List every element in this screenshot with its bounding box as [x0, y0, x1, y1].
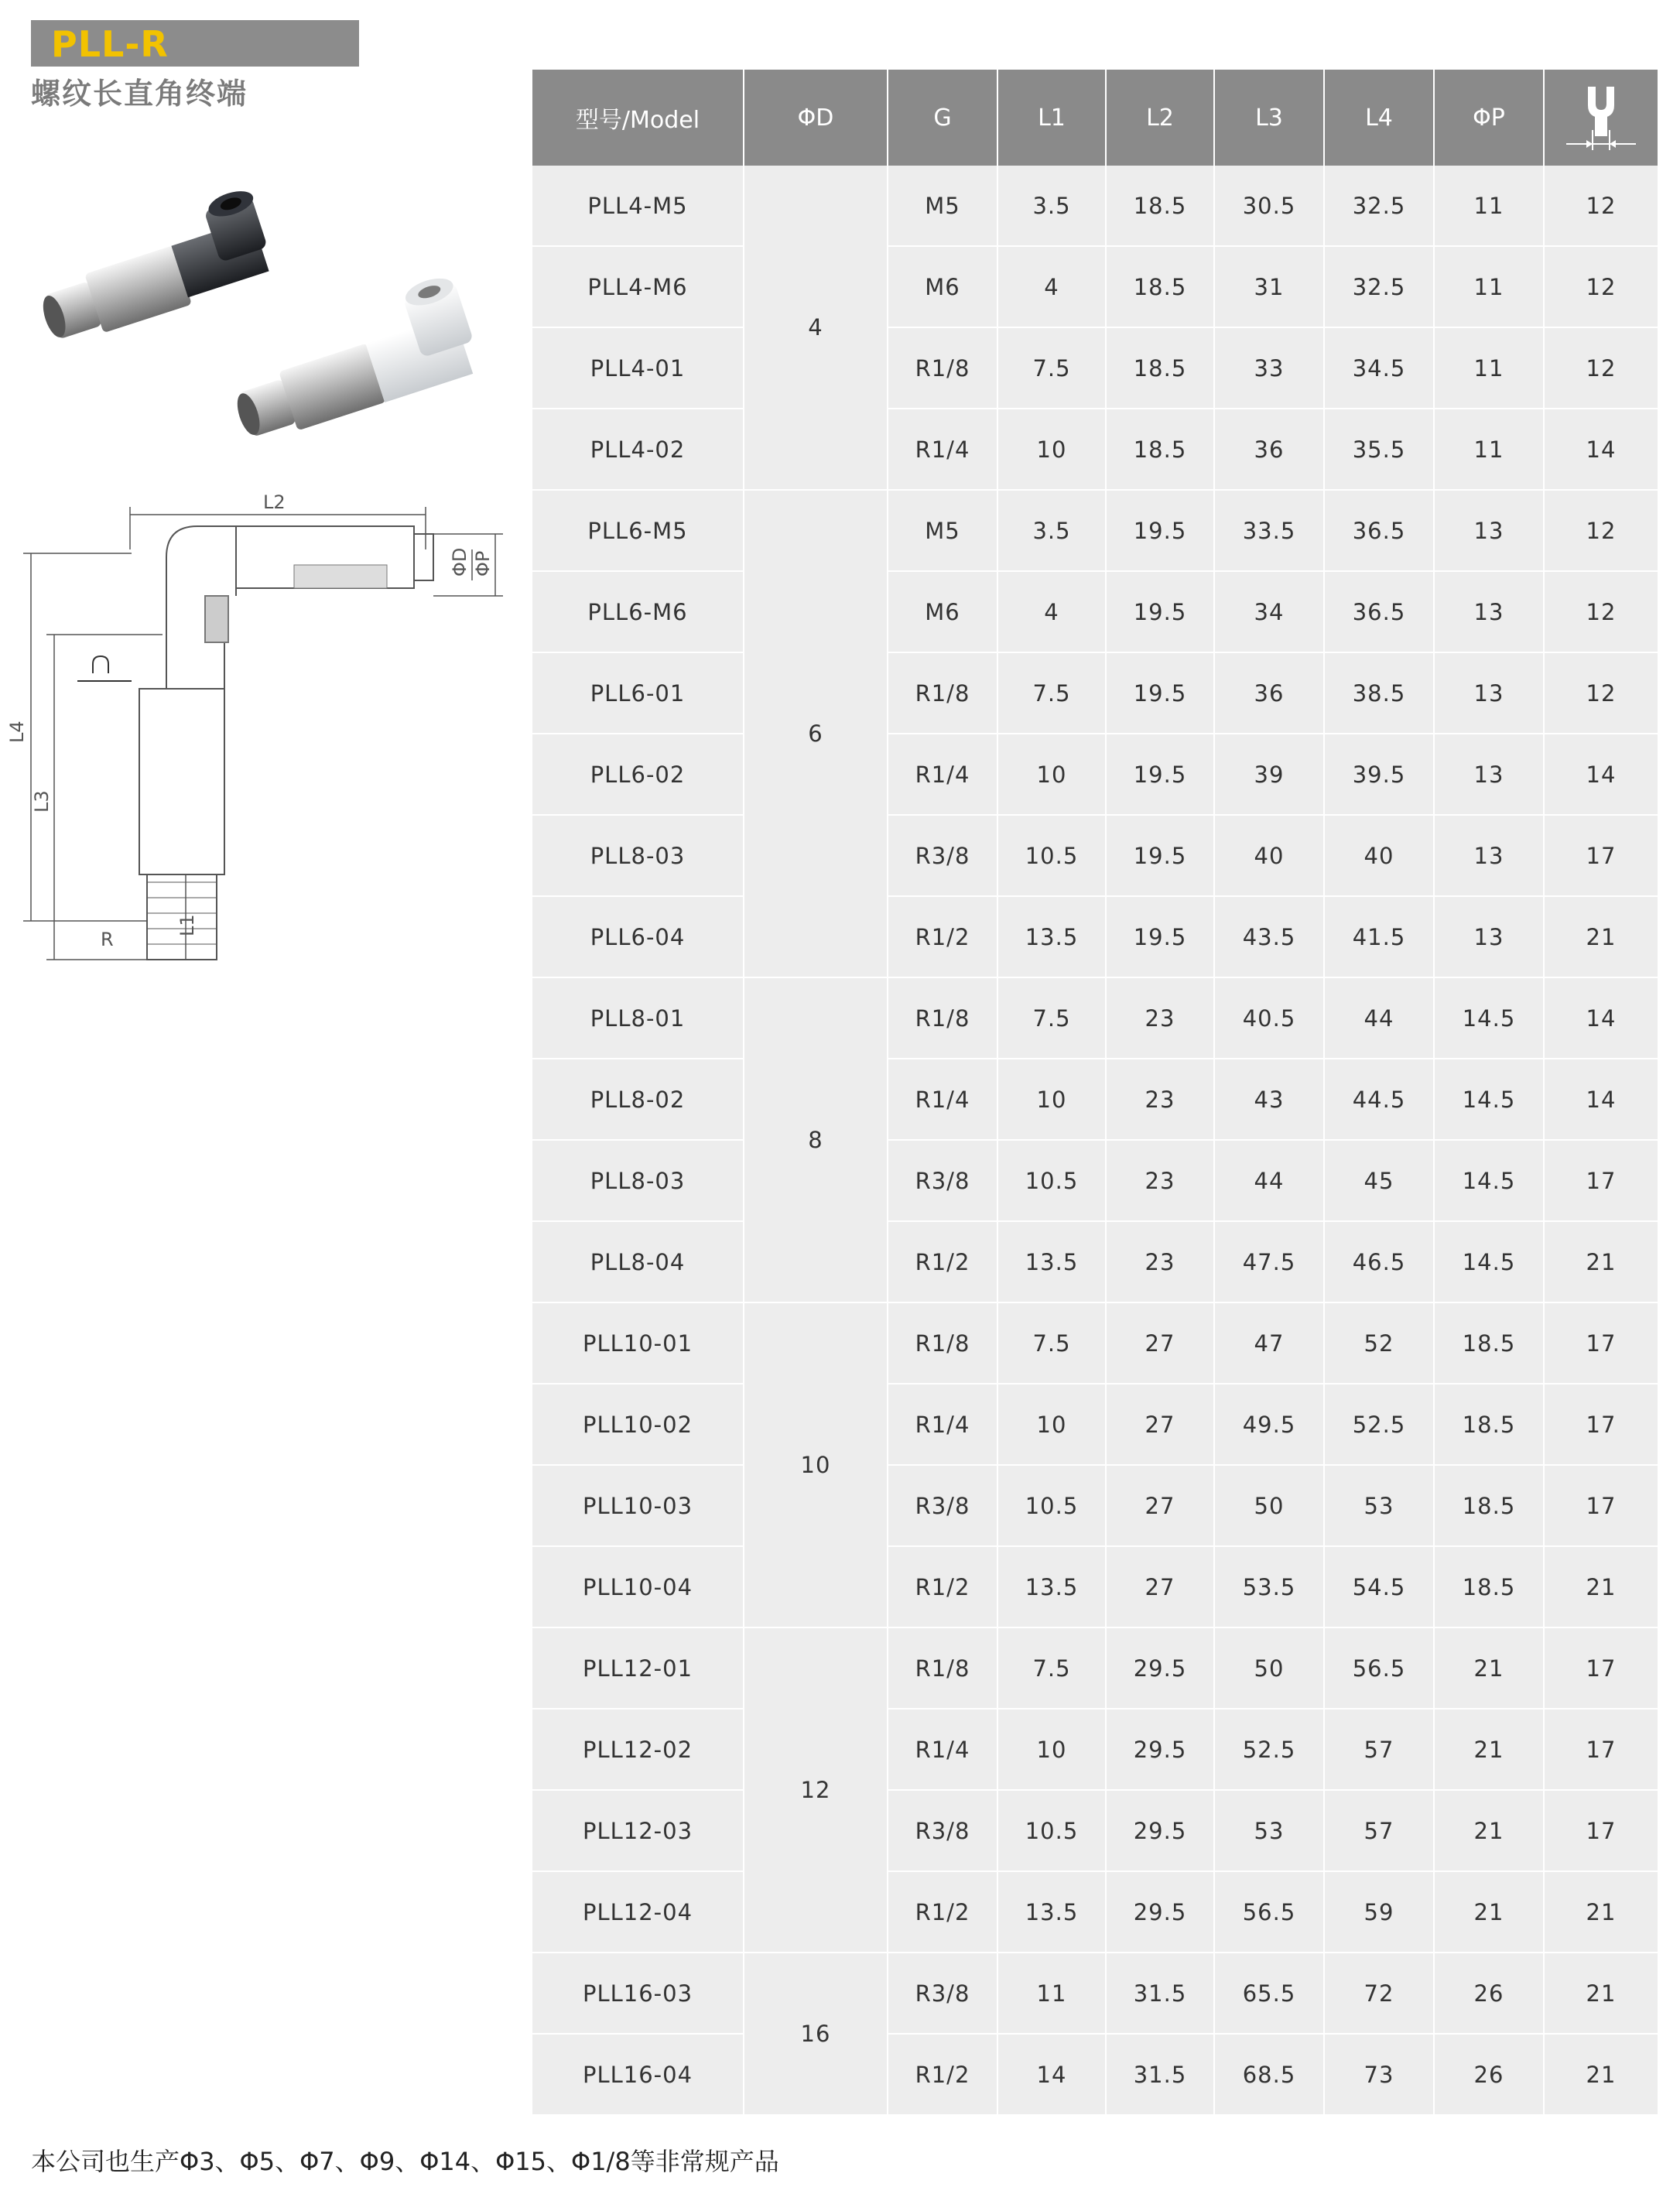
cell-l3: 40.5	[1214, 977, 1324, 1059]
cell-g: R1/4	[888, 1059, 997, 1140]
cell-l1: 4	[997, 571, 1106, 652]
cell-wrench: 14	[1544, 409, 1658, 490]
cell-l4: 44	[1324, 977, 1434, 1059]
header-l3: L3	[1214, 70, 1324, 166]
cell-l3: 47.5	[1214, 1221, 1324, 1302]
cell-phi-p: 21	[1434, 1709, 1544, 1790]
cell-model: PLL16-04	[532, 2034, 744, 2114]
cell-g: M6	[888, 246, 997, 327]
cell-phi-p: 11	[1434, 246, 1544, 327]
cell-l2: 27	[1106, 1465, 1214, 1546]
dim-r-label: R	[101, 929, 114, 950]
cell-model: PLL6-M5	[532, 490, 744, 571]
cell-g: R1/2	[888, 1546, 997, 1627]
cell-g: R1/8	[888, 327, 997, 409]
table-row	[532, 977, 1658, 1059]
cell-wrench: 17	[1544, 1790, 1658, 1871]
cell-model: PLL6-M6	[532, 571, 744, 652]
cell-l1: 3.5	[997, 490, 1106, 571]
table-row	[532, 1709, 1658, 1790]
cell-l3: 31	[1214, 246, 1324, 327]
cell-g: R3/8	[888, 1790, 997, 1871]
cell-g: R1/4	[888, 1709, 997, 1790]
cell-phi-p: 13	[1434, 896, 1544, 977]
cell-l4: 36.5	[1324, 490, 1434, 571]
cell-l3: 50	[1214, 1627, 1324, 1709]
cell-g: R3/8	[888, 1953, 997, 2034]
cell-phi-p: 14.5	[1434, 1221, 1544, 1302]
header-l1: L1	[997, 70, 1106, 166]
cell-model: PLL8-01	[532, 977, 744, 1059]
cell-l2: 27	[1106, 1546, 1214, 1627]
cell-l2: 29.5	[1106, 1627, 1214, 1709]
cell-l2: 31.5	[1106, 1953, 1214, 2034]
cell-model: PLL4-M5	[532, 166, 744, 246]
cell-phi-p: 13	[1434, 734, 1544, 815]
cell-phi-d: 4	[744, 166, 888, 490]
table-row	[532, 1465, 1658, 1546]
cell-l4: 53	[1324, 1465, 1434, 1546]
cell-phi-p: 13	[1434, 652, 1544, 734]
cell-l1: 4	[997, 246, 1106, 327]
cell-l2: 23	[1106, 1221, 1214, 1302]
cell-g: M5	[888, 490, 997, 571]
cell-g: R1/8	[888, 977, 997, 1059]
cell-wrench: 21	[1544, 1221, 1658, 1302]
cell-l1: 13.5	[997, 1221, 1106, 1302]
table-row	[532, 734, 1658, 815]
cell-phi-d: 12	[744, 1627, 888, 1953]
cell-l4: 72	[1324, 1953, 1434, 2034]
cell-l3: 40	[1214, 815, 1324, 896]
table-row	[532, 1953, 1658, 2034]
dim-phi-d-label: ΦD	[449, 547, 470, 577]
cell-l4: 40	[1324, 815, 1434, 896]
cell-g: R1/8	[888, 1302, 997, 1384]
cell-phi-p: 21	[1434, 1790, 1544, 1871]
cell-l3: 34	[1214, 571, 1324, 652]
cell-phi-p: 11	[1434, 166, 1544, 246]
header-model: 型号/Model	[532, 70, 744, 166]
dim-l2-label: L2	[263, 491, 286, 513]
header-phi-p: ΦP	[1434, 70, 1544, 166]
table-header-row	[532, 70, 1658, 166]
cell-l4: 52	[1324, 1302, 1434, 1384]
cell-l4: 32.5	[1324, 246, 1434, 327]
cell-l1: 3.5	[997, 166, 1106, 246]
cell-l2: 19.5	[1106, 815, 1214, 896]
cell-phi-p: 26	[1434, 2034, 1544, 2114]
cell-l4: 38.5	[1324, 652, 1434, 734]
product-code-banner	[31, 20, 359, 67]
cell-wrench: 12	[1544, 246, 1658, 327]
cell-phi-p: 21	[1434, 1871, 1544, 1953]
cell-l1: 10	[997, 1384, 1106, 1465]
table-row	[532, 896, 1658, 977]
cell-l4: 32.5	[1324, 166, 1434, 246]
cell-phi-p: 14.5	[1434, 1140, 1544, 1221]
cell-wrench: 21	[1544, 896, 1658, 977]
cell-wrench: 17	[1544, 1627, 1658, 1709]
cell-l4: 73	[1324, 2034, 1434, 2114]
wrench-flat-icon	[77, 656, 132, 681]
cell-l3: 30.5	[1214, 166, 1324, 246]
product-photo	[31, 201, 542, 449]
technical-drawing	[6, 488, 518, 983]
cell-l3: 47	[1214, 1302, 1324, 1384]
cell-g: R1/4	[888, 734, 997, 815]
cell-wrench: 14	[1544, 734, 1658, 815]
cell-phi-p: 14.5	[1434, 977, 1544, 1059]
cell-g: R1/2	[888, 1871, 997, 1953]
cell-l1: 10	[997, 1059, 1106, 1140]
cell-g: R1/2	[888, 1221, 997, 1302]
cell-wrench: 12	[1544, 490, 1658, 571]
cell-g: R1/4	[888, 409, 997, 490]
table-row	[532, 1790, 1658, 1871]
table-row	[532, 2034, 1658, 2114]
cell-model: PLL8-03	[532, 815, 744, 896]
cell-wrench: 21	[1544, 1546, 1658, 1627]
cell-g: M6	[888, 571, 997, 652]
cell-l1: 7.5	[997, 327, 1106, 409]
table-row	[532, 327, 1658, 409]
wrench-width-icon	[1559, 76, 1644, 153]
cell-wrench: 14	[1544, 1059, 1658, 1140]
cell-l4: 39.5	[1324, 734, 1434, 815]
table-row	[532, 1384, 1658, 1465]
cell-wrench: 14	[1544, 977, 1658, 1059]
dim-l1-label: L1	[176, 914, 198, 936]
cell-l2: 18.5	[1106, 409, 1214, 490]
cell-model: PLL4-01	[532, 327, 744, 409]
cell-l3: 43.5	[1214, 896, 1324, 977]
cell-phi-d: 10	[744, 1302, 888, 1627]
cell-phi-p: 18.5	[1434, 1302, 1544, 1384]
cell-l2: 19.5	[1106, 571, 1214, 652]
cell-wrench: 21	[1544, 2034, 1658, 2114]
table-row	[532, 166, 1658, 246]
cell-model: PLL16-03	[532, 1953, 744, 2034]
cell-model: PLL6-01	[532, 652, 744, 734]
cell-wrench: 17	[1544, 1709, 1658, 1790]
cell-l3: 65.5	[1214, 1953, 1324, 2034]
cell-l4: 36.5	[1324, 571, 1434, 652]
cell-l2: 19.5	[1106, 652, 1214, 734]
cell-phi-p: 14.5	[1434, 1059, 1544, 1140]
cell-l4: 44.5	[1324, 1059, 1434, 1140]
cell-l1: 7.5	[997, 1627, 1106, 1709]
cell-l4: 54.5	[1324, 1546, 1434, 1627]
header-g: G	[888, 70, 997, 166]
table-row	[532, 1302, 1658, 1384]
cell-l4: 57	[1324, 1790, 1434, 1871]
cell-l2: 27	[1106, 1302, 1214, 1384]
cell-l1: 10	[997, 734, 1106, 815]
table-row	[532, 1871, 1658, 1953]
cell-model: PLL10-02	[532, 1384, 744, 1465]
cell-l2: 23	[1106, 1059, 1214, 1140]
cell-l4: 45	[1324, 1140, 1434, 1221]
cell-l1: 7.5	[997, 652, 1106, 734]
cell-l4: 52.5	[1324, 1384, 1434, 1465]
cell-g: R3/8	[888, 815, 997, 896]
cell-l1: 10.5	[997, 815, 1106, 896]
header-l4: L4	[1324, 70, 1434, 166]
cell-wrench: 12	[1544, 166, 1658, 246]
cell-phi-p: 26	[1434, 1953, 1544, 2034]
cell-l2: 18.5	[1106, 327, 1214, 409]
cell-l3: 33	[1214, 327, 1324, 409]
cell-model: PLL10-03	[532, 1465, 744, 1546]
cell-l1: 13.5	[997, 896, 1106, 977]
cell-model: PLL10-04	[532, 1546, 744, 1627]
cell-l1: 13.5	[997, 1871, 1106, 1953]
cell-l3: 50	[1214, 1465, 1324, 1546]
table-row	[532, 1140, 1658, 1221]
cell-l2: 27	[1106, 1384, 1214, 1465]
cell-phi-p: 13	[1434, 490, 1544, 571]
cell-l1: 10	[997, 409, 1106, 490]
cell-l4: 59	[1324, 1871, 1434, 1953]
table-row	[532, 1059, 1658, 1140]
cell-l1: 7.5	[997, 977, 1106, 1059]
cell-l2: 18.5	[1106, 246, 1214, 327]
cell-l3: 39	[1214, 734, 1324, 815]
cell-l2: 31.5	[1106, 2034, 1214, 2114]
cell-l4: 41.5	[1324, 896, 1434, 977]
cell-g: M5	[888, 166, 997, 246]
cell-l1: 10.5	[997, 1790, 1106, 1871]
table-row	[532, 815, 1658, 896]
product-name: 螺纹长直角终端	[31, 77, 248, 111]
cell-model: PLL12-03	[532, 1790, 744, 1871]
cell-l1: 14	[997, 2034, 1106, 2114]
cell-phi-p: 11	[1434, 409, 1544, 490]
cell-l3: 36	[1214, 409, 1324, 490]
cell-model: PLL4-02	[532, 409, 744, 490]
cell-g: R3/8	[888, 1465, 997, 1546]
cell-wrench: 12	[1544, 652, 1658, 734]
cell-l2: 18.5	[1106, 166, 1214, 246]
cell-phi-p: 18.5	[1434, 1384, 1544, 1465]
table-row	[532, 409, 1658, 490]
header-l2: L2	[1106, 70, 1214, 166]
dim-l3-label: L3	[31, 790, 53, 813]
cell-l2: 29.5	[1106, 1709, 1214, 1790]
cell-wrench: 17	[1544, 1140, 1658, 1221]
cell-model: PLL8-02	[532, 1059, 744, 1140]
cell-phi-d: 16	[744, 1953, 888, 2114]
cell-model: PLL12-02	[532, 1709, 744, 1790]
table-row	[532, 1221, 1658, 1302]
cell-l2: 19.5	[1106, 896, 1214, 977]
footnote: 本公司也生产Φ3、Φ5、Φ7、Φ9、Φ14、Φ15、Φ1/8等非常规产品	[31, 2147, 779, 2176]
cell-l4: 35.5	[1324, 409, 1434, 490]
cell-model: PLL8-03	[532, 1140, 744, 1221]
cell-phi-d: 8	[744, 977, 888, 1302]
cell-l1: 13.5	[997, 1546, 1106, 1627]
header-phi-d: ΦD	[744, 70, 888, 166]
cell-l2: 29.5	[1106, 1871, 1214, 1953]
cell-l4: 34.5	[1324, 327, 1434, 409]
cell-wrench: 21	[1544, 1871, 1658, 1953]
cell-l3: 56.5	[1214, 1871, 1324, 1953]
cell-l3: 49.5	[1214, 1384, 1324, 1465]
cell-model: PLL6-02	[532, 734, 744, 815]
cell-model: PLL12-01	[532, 1627, 744, 1709]
cell-l3: 53	[1214, 1790, 1324, 1871]
product-code: PLL-R	[51, 23, 169, 65]
cell-l3: 52.5	[1214, 1709, 1324, 1790]
cell-g: R1/8	[888, 652, 997, 734]
cell-wrench: 12	[1544, 327, 1658, 409]
cell-g: R3/8	[888, 1140, 997, 1221]
spec-table	[532, 70, 1658, 2114]
dim-l4-label: L4	[6, 720, 28, 743]
cell-g: R1/2	[888, 896, 997, 977]
cell-model: PLL6-04	[532, 896, 744, 977]
cell-l3: 68.5	[1214, 2034, 1324, 2114]
cell-l1: 7.5	[997, 1302, 1106, 1384]
cell-g: R1/8	[888, 1627, 997, 1709]
cell-l2: 19.5	[1106, 734, 1214, 815]
cell-wrench: 17	[1544, 815, 1658, 896]
cell-model: PLL4-M6	[532, 246, 744, 327]
dim-phi-p-label: ΦP	[472, 550, 494, 577]
table-row	[532, 490, 1658, 571]
cell-phi-p: 11	[1434, 327, 1544, 409]
cell-phi-p: 18.5	[1434, 1465, 1544, 1546]
cell-phi-p: 13	[1434, 815, 1544, 896]
cell-l2: 29.5	[1106, 1790, 1214, 1871]
cell-model: PLL8-04	[532, 1221, 744, 1302]
cell-l3: 36	[1214, 652, 1324, 734]
cell-g: R1/4	[888, 1384, 997, 1465]
cell-l4: 46.5	[1324, 1221, 1434, 1302]
cell-l1: 11	[997, 1953, 1106, 2034]
cell-l2: 19.5	[1106, 490, 1214, 571]
cell-g: R1/2	[888, 2034, 997, 2114]
table-row	[532, 1627, 1658, 1709]
table-row	[532, 571, 1658, 652]
cell-wrench: 12	[1544, 571, 1658, 652]
cell-wrench: 17	[1544, 1384, 1658, 1465]
cell-l3: 44	[1214, 1140, 1324, 1221]
table-row	[532, 1546, 1658, 1627]
cell-wrench: 17	[1544, 1302, 1658, 1384]
cell-l1: 10.5	[997, 1140, 1106, 1221]
cell-wrench: 21	[1544, 1953, 1658, 2034]
table-row	[532, 652, 1658, 734]
cell-l3: 33.5	[1214, 490, 1324, 571]
cell-l4: 57	[1324, 1709, 1434, 1790]
cell-phi-d: 6	[744, 490, 888, 977]
cell-l4: 56.5	[1324, 1627, 1434, 1709]
table-body	[532, 166, 1658, 2114]
header-wrench	[1544, 70, 1658, 166]
cell-phi-p: 13	[1434, 571, 1544, 652]
cell-l1: 10	[997, 1709, 1106, 1790]
cell-wrench: 17	[1544, 1465, 1658, 1546]
cell-model: PLL12-04	[532, 1871, 744, 1953]
cell-l3: 43	[1214, 1059, 1324, 1140]
cell-l1: 10.5	[997, 1465, 1106, 1546]
cell-l2: 23	[1106, 1140, 1214, 1221]
table-row	[532, 246, 1658, 327]
cell-l2: 23	[1106, 977, 1214, 1059]
cell-phi-p: 21	[1434, 1627, 1544, 1709]
cell-phi-p: 18.5	[1434, 1546, 1544, 1627]
cell-model: PLL10-01	[532, 1302, 744, 1384]
cell-l3: 53.5	[1214, 1546, 1324, 1627]
